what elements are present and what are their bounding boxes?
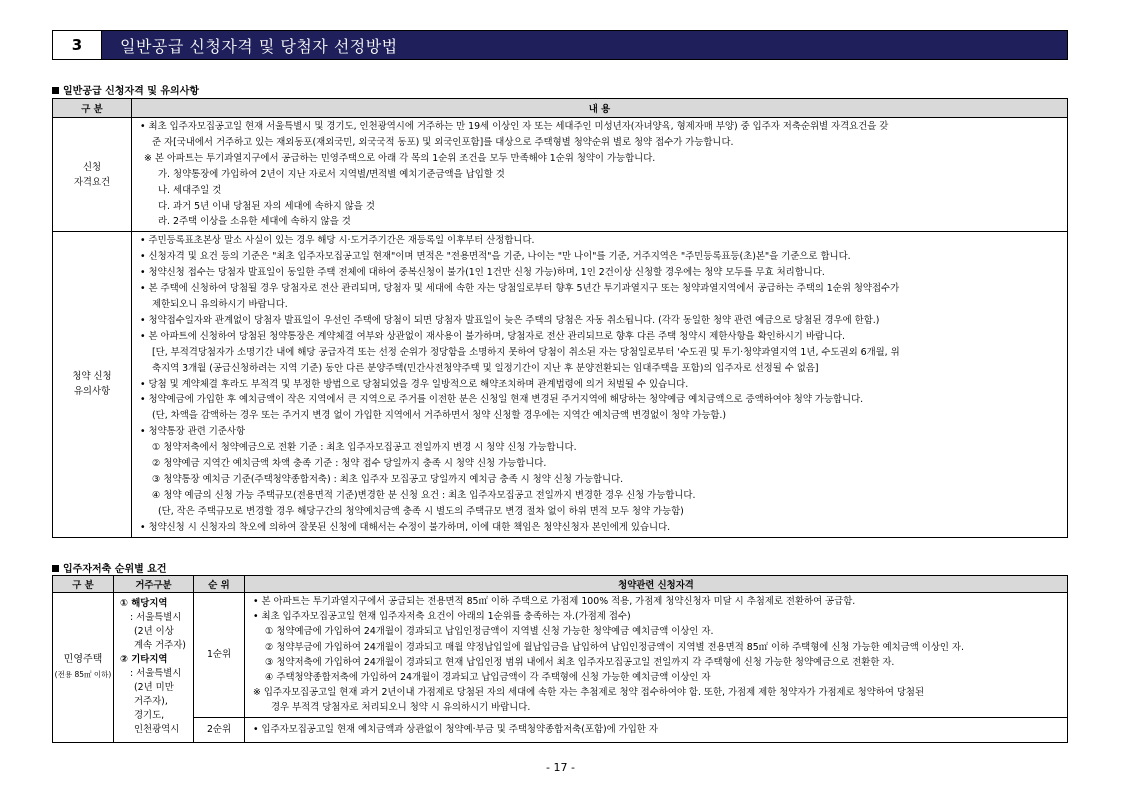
content-line: ① 청약저축에서 청약예금으로 전환 기준 : 최초 입주자모집공고 전일까지 변경 시 청약 신청 가능합니다. [152,442,577,454]
rank1-content [245,593,1068,718]
content-line: ※ 본 아파트는 투기과열지구에서 공급하는 민영주택으로 아래 각 목의 1순위 조건을 모두 만족해야 1순위 청약이 가능합니다. [144,152,656,164]
header-residence: 거주구분 [114,576,194,593]
header-rank: 순 위 [194,576,245,593]
content-line: 제한되오니 유의하시기 바랍니다. [152,298,288,310]
square-bullet-icon [52,565,59,572]
content-line: ④ 주택청약종합저축에 가입하여 24개월이 경과되고 납입금액이 각 주택형에 신청 가능한 예치금액 이상인 자 [265,672,711,684]
content-line: 나. 세대주일 것 [158,184,222,196]
residence-cell: ① 해당지역 : 서울특별시 (2년 이상 계속 거주자) ② 기타지역 : 서울특별시 (2년 미만 거주자), 경기도, 인천광역시 [114,593,194,743]
table-row-cautions [53,232,1068,537]
subsection-title-savings-rank: 입주자저축 순위별 요건 [52,560,167,575]
residence-local-title: ① 해당지역 [120,598,168,610]
table-row-rank1 [53,593,1068,718]
content-line: • 본 아파트에 신청하여 당첨된 청약통장은 계약체결 여부와 상관없이 재사용이 불가하며, 당첨자로 전산 관리되므로 향후 다른 주택 청약시 제한사항을 확인하시기 바랍니다. [140,330,846,342]
savings-rank-table [52,575,1068,743]
content-line: ① 청약예금에 가입하여 24개월이 경과되고 납입인정금액이 지역별 신청 가능한 청약예금 예치금액 이상인 자. [265,626,714,638]
content-line: • 청약통장 관련 기준사항 [140,426,246,438]
section-title: 일반공급 신청자격 및 당첨자 선정방법 [102,31,1067,59]
content-line: 가. 청약통장에 가입하여 2년이 지난 자로서 지역별/면적별 예치기준금액을 납입할 것 [158,168,505,180]
rank1-cell: 1순위 [194,593,245,718]
content-line: • 청약신청 접수는 당첨자 발표일이 동일한 주택 전체에 대하여 중복신청이 불가(1인 1건만 신청 가능)하며, 1인 2건이상 신청할 경우에는 청약 모두를 무효 처리합니다. [140,267,825,279]
content-line: 라. 2주택 이상을 소유한 세대에 속하지 않을 것 [158,216,351,228]
eligibility-table [52,98,1068,538]
table-row-rank2 [53,717,1068,742]
row-content [132,118,1068,232]
content-line: • 본 주택에 신청하여 당첨될 경우 당첨자로 전산 관리되며, 당첨자 및 세대에 속한 자는 당첨일로부터 향후 5년간 투기과열지구 또는 청약과열지역에서 공급하는 주택의 1순위 청약접수가 [140,283,900,295]
row-content [132,232,1068,537]
subsection-title-eligibility: 일반공급 신청자격 및 유의사항 [52,82,199,97]
header-content: 내 용 [132,99,1068,118]
table-row-eligibility [53,118,1068,232]
row-label: 신청 자격요건 [53,118,132,232]
content-line: • 신청자격 및 요건 등의 기준은 "최초 입주자모집공고일 현재"이며 면적은 "전용면적"을 기준, 나이는 "만 나이"를 기준, 거주지역은 "주민등록표등(초)본"을 기준으로 합니다. [140,251,851,263]
row-label: 청약 신청 유의사항 [53,232,132,537]
content-line: ③ 청약통장 예치금 기준(주택청약종합저축) : 최초 입주자 모집공고 당일까지 예치금 충족 시 청약 신청 가능합니다. [152,473,624,485]
rank2-content [245,717,1068,742]
square-bullet-icon [52,87,59,94]
content-line: • 청약신청 시 신청자의 착오에 의하여 잘못된 신청에 대해서는 수정이 불가하며, 이에 대한 책임은 청약신청자 본인에게 있습니다. [140,521,671,533]
section-header [52,30,1068,60]
content-line: ③ 청약저축에 가입하여 24개월이 경과되고 현재 납입인정 범위 내에서 최초 입주자모집공고일 전일까지 각 주택형에 신청 가능한 청약예금으로 전환한 자. [265,656,895,668]
content-line: • 당첨 및 계약체결 후라도 부적격 및 부정한 방법으로 당첨되었을 경우 일방적으로 해약조치하며 관계법령에 의거 처벌될 수 있습니다. [140,378,689,390]
content-line: 다. 과거 5년 이내 당첨된 자의 세대에 속하지 않을 것 [158,200,375,212]
content-line: • 주민등록표초본상 말소 사실이 있는 경우 해당 시·도거주기간은 재등록일 이후부터 산정합니다. [140,235,535,247]
content-line: (단, 차액을 감액하는 경우 또는 주거지 변경 없이 가입한 지역에서 거주하면서 청약 신청할 경우에는 지역간 예치금액 변경없이 청약 가능함.) [152,410,727,422]
content-line: (단, 작은 주택규모로 변경할 경우 해당구간의 청약예치금액 충족 시 별도의 주택규모 변경 절차 없이 하위 면적 모두 청약 가능함) [158,505,684,517]
header-category: 구 분 [53,576,114,593]
header-category: 구 분 [53,99,132,118]
content-line: ② 청약예금 지역간 예치금액 차액 충족 기준 : 청약 접수 당일까지 충족 시 청약 신청 가능합니다. [152,458,547,470]
content-line: ④ 청약 예금의 신청 가능 주택규모(전용면적 기준)변경한 분 신청 요건 : 최초 입주자모집공고 전일까지 변경한 경우 신청 가능합니다. [152,489,696,501]
category-cell: 민영주택 (전용 85㎡ 이하) [53,593,114,743]
content-line: • 본 아파트는 투기과열지구에서 공급되는 전용면적 85㎡ 이하 주택으로 가점제 100% 적용, 가점제 청약신청자 미달 시 추첨제로 전환하여 공급함. [253,596,856,607]
content-line: • 최초 입주자모집공고일 현재 입주자저축 요건이 아래의 1순위를 충족하는 자.(가점제 접수) [253,611,631,623]
content-line: • 청약예금에 가입한 후 예치금액이 작은 지역에서 큰 지역으로 주거를 이전한 분은 신청일 현재 변경된 주거지역에 해당하는 청약예금 예치금액으로 증액하여야 청약 가능합니다. [140,394,864,406]
content-line: • 입주자모집공고일 현재 예치금액과 상관없이 청약예·부금 및 주택청약종합저축(포함)에 가입한 자 [253,723,658,735]
header-qualification: 청약관련 신청자격 [245,576,1068,593]
section-number: 3 [53,31,102,59]
content-line: • 청약접수일자와 관계없이 당첨자 발표일이 우선인 주택에 당첨이 되면 당첨자 발표일이 늦은 주택의 당첨은 자동 취소됩니다. (각각 동일한 청약 관련 예금으로 당첨된 경우에 한함.) [140,314,880,326]
content-line: ※ 입주자모집공고일 현재 과거 2년이내 가점제로 당첨된 자의 세대에 속한 자는 추첨제로 청약 접수하여야 함. 또한, 가점제 제한 청약자가 가점제로 청약하여 당첨된 [253,687,925,699]
content-line: 준 자[국내에서 거주하고 있는 재외동포(재외국민, 외국국적 동포) 및 외국인포함]를 대상으로 주택형별 청약순위 별로 청약 접수가 가능합니다. [152,136,734,148]
content-line: • 최초 입주자모집공고일 현재 서울특별시 및 경기도, 인천광역시에 거주하는 만 19세 이상인 자 또는 세대주인 미성년자(자녀양육, 형제자매 부양) 중 입주자 저축순위별 자격요건을 갖 [140,121,889,132]
rank2-cell: 2순위 [194,717,245,742]
page-number: - 17 - [546,761,575,774]
content-line: 축지역 3개월 (공급신청하려는 지역 기준) 동안 다른 분양주택(민간사전청약주택 및 일정기간이 지난 후 분양전환되는 임대주택을 포함)의 입주자로 선정될 수 없음] [152,362,819,374]
content-line: ② 청약부금에 가입하여 24개월이 경과되고 매월 약정납입일에 월납입금을 납입하여 납입인정금액이 지역별 전용면적 85㎡ 이하 주택형에 신청 가능한 예치금액 이상인 자. [265,641,964,653]
residence-other-title: ② 기타지역 [120,654,168,666]
content-line: [단, 부적격당첨자가 소명기간 내에 해당 공급자격 또는 선정 순위가 정당함을 소명하지 못하여 당첨이 취소된 자는 당첨일로부터 '수도권 및 투기·청약과열지역 1년, 수도권외 6개월, 위 [152,346,900,358]
content-line: 경우 부적격 당첨자로 처리되오니 청약 시 유의하시기 바랍니다. [271,702,531,714]
